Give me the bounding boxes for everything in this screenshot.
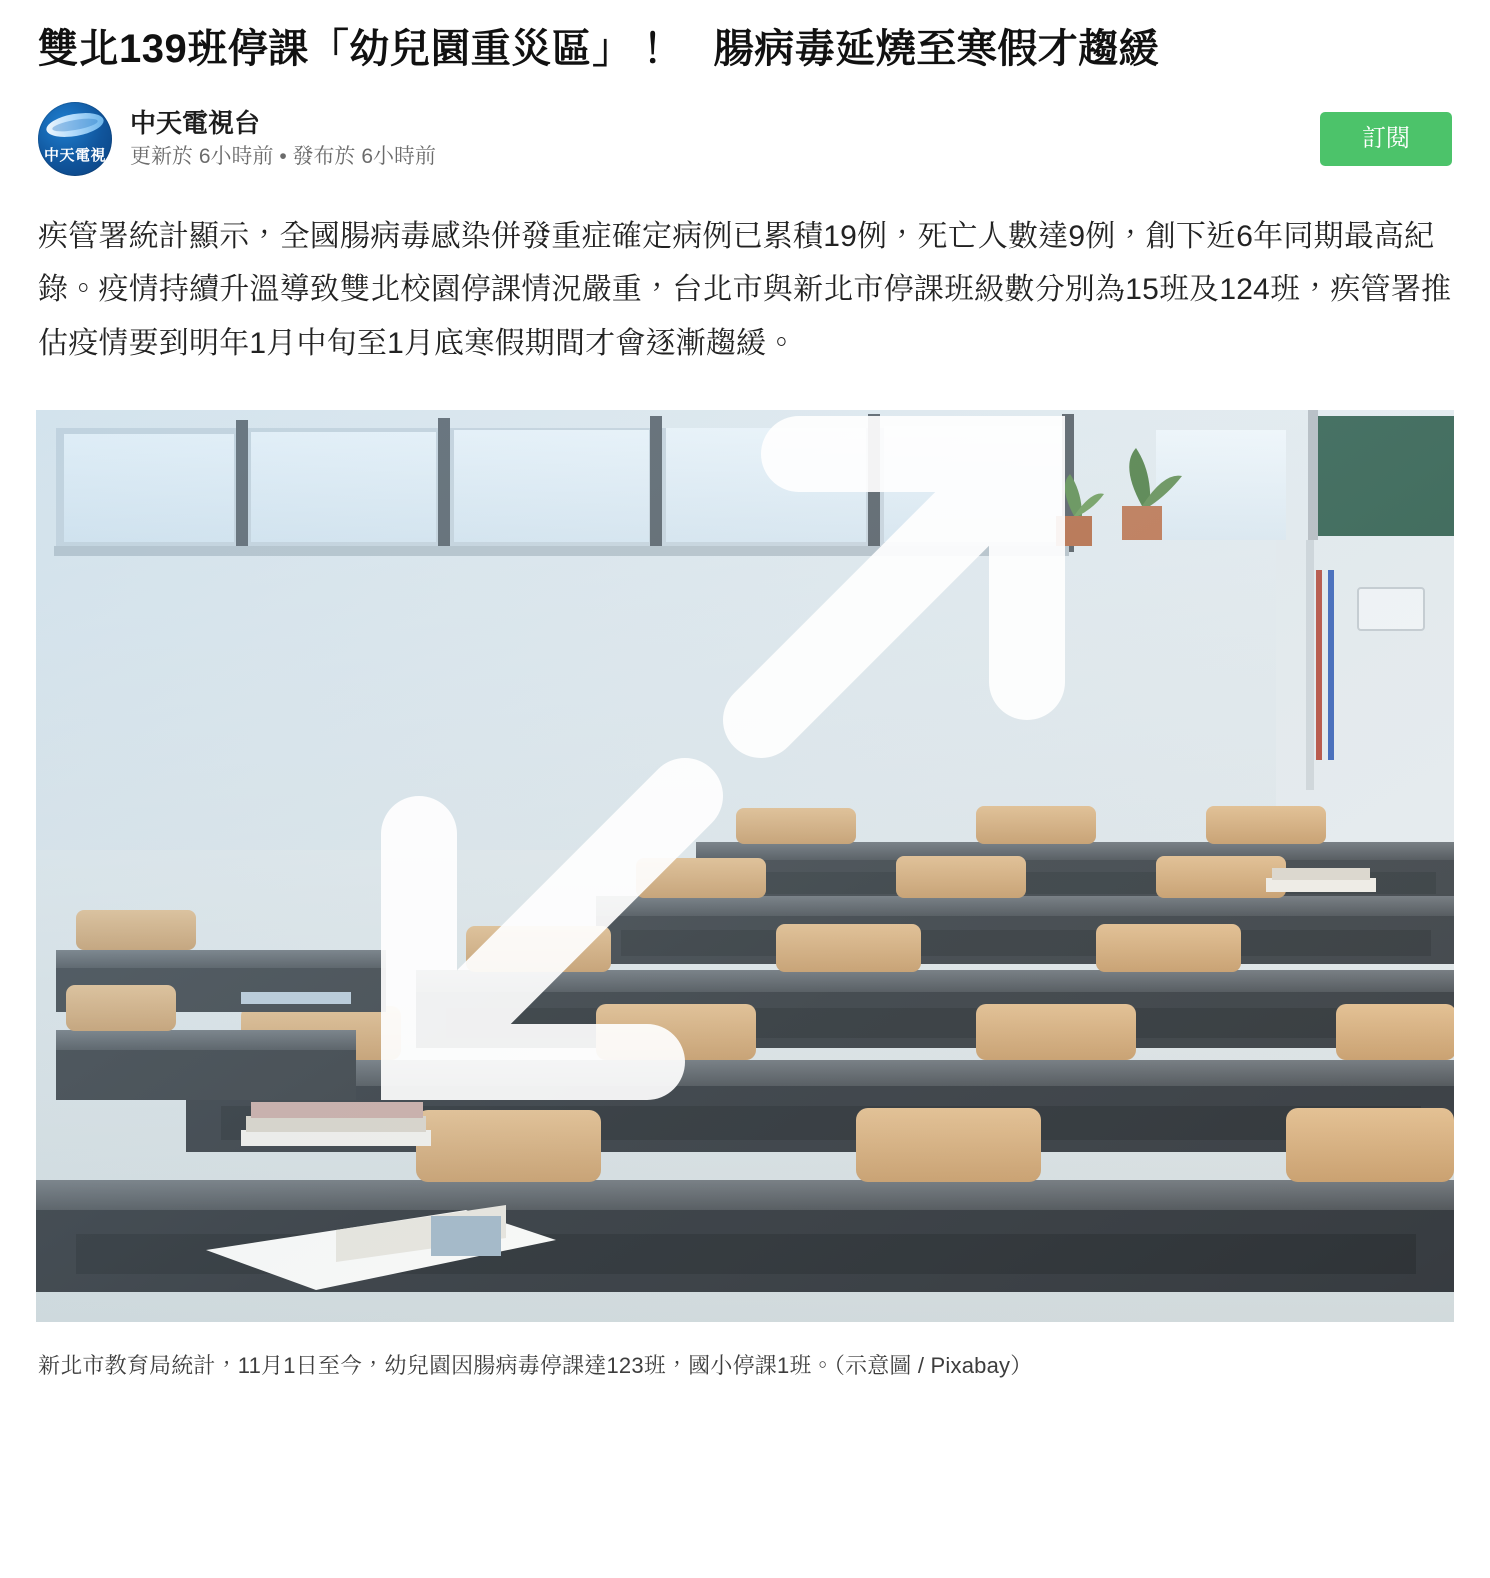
publisher-info[interactable]	[38, 102, 436, 176]
image-caption: 新北市教育局統計，11月1日至今，幼兒園因腸病毒停課達123班，國小停課1班。（示意圖 / Pixabay）	[38, 1353, 1033, 1379]
publisher-meta: 更新於 6小時前 • 發布於 6小時前	[130, 145, 437, 169]
page-title: 雙北139班停課「幼兒園重災區」！ 腸病毒延燒至寒假才趨緩	[38, 27, 1160, 71]
article-figure	[36, 410, 1454, 1407]
article-summary: 疾管署統計顯示，全國腸病毒感染併發重症確定病例已累積19例，死亡人數達9例，創下近6年同期最高紀錄。疫情持續升溫導致雙北校園停課情況嚴重，台北市與新北市停課班級數分別為15班及124班，疾管署推估疫情要到明年1月中旬至1月底寒假期間才會逐漸趨緩。	[38, 220, 1452, 360]
article-image[interactable]	[36, 410, 1454, 1322]
publisher-name[interactable]: 中天電視台	[130, 107, 261, 138]
expand-icon[interactable]	[36, 410, 1432, 1214]
avatar[interactable]	[38, 102, 112, 176]
publisher-row	[36, 102, 1454, 176]
avatar-label: 中天電視	[43, 147, 106, 164]
logo-swoosh-icon	[45, 109, 106, 141]
publisher-text	[130, 109, 436, 170]
subscribe-button[interactable]: 訂閱	[1320, 112, 1452, 166]
